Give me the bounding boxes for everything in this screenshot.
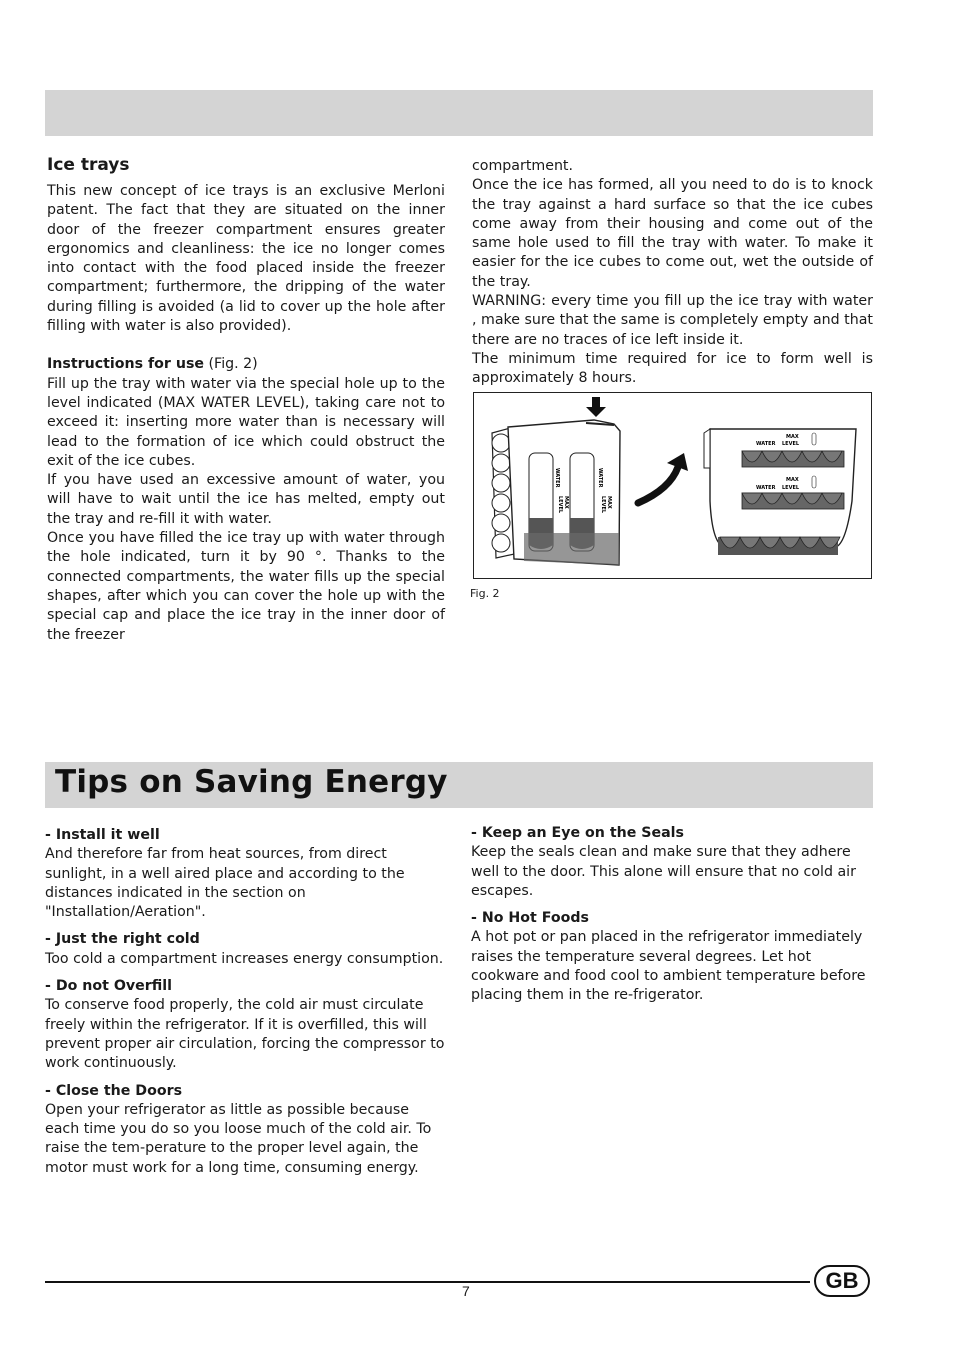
tip-heading: - Do not Overfill (45, 978, 173, 995)
tip-doors (45, 1082, 445, 1178)
header-band (45, 90, 873, 136)
instructions-heading (47, 355, 445, 374)
max-label-bottom: MAX (786, 477, 799, 483)
tip-heading: - Install it well (45, 827, 160, 843)
tip-text: Open your refrigerator as little as possible because each time you do so you loose much of the cold air. To raise the tem-perature to the proper level again, the motor must work for a long time, consuming energy. (45, 1101, 432, 1176)
language-badge: GB (814, 1265, 870, 1297)
level-label-right: LEVEL (600, 496, 606, 514)
tip-text: Too cold a compartment increases energy consumption. (45, 950, 444, 967)
ice-trays-heading: Ice trays (47, 155, 130, 175)
tray-rotated (704, 429, 856, 555)
ice-tray-figure (473, 392, 872, 579)
tips-left-column (45, 826, 445, 1186)
page-number: 7 (462, 1283, 470, 1299)
tray-upright (492, 420, 620, 565)
tip-heading: - Keep an Eye on the Seals (471, 825, 684, 841)
level-label-left: LEVEL (557, 496, 563, 514)
max-label-top: MAX (786, 434, 799, 440)
warning-para: WARNING: every time you fill up the ice tray with water , make sure that the same is completely empty and that there are no traces of ice left inside it. (472, 293, 873, 348)
footer-rule (45, 1281, 810, 1283)
ice-trays-left-column (47, 154, 445, 645)
tip-heading: - Close the Doors (45, 1082, 183, 1099)
ice-tray-illustration (474, 393, 871, 578)
tips-title: Tips on Saving Energy (55, 764, 448, 800)
instructions-fig-ref: (Fig. 2) (204, 356, 258, 373)
level-label-top: LEVEL (782, 441, 800, 447)
max-label-left: MAX (563, 496, 569, 509)
instructions-para-3: Once you have filled the ice tray up with water through the hole indicated, turn it by 90 °. Thanks to the connected compartments, the water fills up the special shapes, after which you can cover the hole up with the special cap and place the ice tray in the inner door of the freezer (47, 530, 445, 643)
tip-cold (45, 930, 445, 969)
instructions-label: Instructions for use (47, 356, 205, 373)
tip-text: A hot pot or pan placed in the refrigerator immediately raises the temperature several degrees. Let hot cookware and food cool to ambient temperature before placing them in the re-frigerator. (471, 929, 866, 1004)
ice-trays-right-column (472, 157, 873, 389)
tip-hot-foods (471, 909, 873, 1005)
water-label-top: WATER (756, 441, 776, 447)
instructions-para-4: compartment. (472, 158, 574, 174)
tip-text: And therefore far from heat sources, from direct sunlight, in a well aired place and according to the distances indicated in the section on "Installation/Aeration". (45, 846, 405, 921)
level-label-bottom: LEVEL (782, 485, 800, 491)
tip-text: Keep the seals clean and make sure that they adhere well to the door. This alone will ensure that no cold air escapes. (471, 844, 856, 899)
water-label-right: WATER (597, 468, 603, 488)
fill-arrow-icon (586, 397, 606, 417)
tip-heading: - Just the right cold (45, 931, 200, 948)
instructions-para-1: Fill up the tray with water via the special hole up to the level indicated (MAX WATER LEVEL), taking care not to exceed it: inserting more water than is necessary will lead to the formation of ice which could obstruct the exit of the ice cubes. (47, 375, 445, 469)
tips-right-column (471, 824, 873, 1014)
ice-trays-intro: This new concept of ice trays is an exclusive Merloni patent. The fact that they are situated on the inner door of the freezer compartment ensures greater ergonomics and cleanliness: the ice no longer comes into contact with the food placed inside the freezer compartment; furthermore, the dripping of the water during filling is avoided (a lid to cover up the hole after filling with water is also provided). (47, 183, 445, 335)
max-label-right: MAX (606, 496, 612, 509)
tip-text: To conserve food properly, the cold air must circulate freely within the refrigerator. If it is overfilled, this will prevent proper air circulation, forcing the compressor to work continuously. (45, 997, 445, 1072)
freeze-time-para: The minimum time required for ice to form well is approximately 8 hours. (472, 350, 873, 387)
tip-seals (471, 824, 873, 901)
tip-heading: - No Hot Foods (471, 910, 589, 927)
instructions-para-2: If you have used an excessive amount of water, you will have to wait until the ice has melted, empty out the tray and re-fill it with water. (47, 472, 445, 527)
water-label-left: WATER (554, 468, 560, 488)
rotate-arrow-icon (638, 453, 688, 503)
tips-band (45, 762, 873, 808)
instructions-para-5: Once the ice has formed, all you need to do is to knock the tray against a hard surface so that the ice cubes come away from their housing and come out of the same hole used to fill the tray with water. To make it easier for the ice cubes to come out, wet the outside of the tray. (472, 177, 873, 290)
figure-caption: Fig. 2 (470, 587, 500, 600)
water-label-bottom: WATER (756, 485, 776, 491)
tip-install (45, 826, 445, 922)
tip-overfill (45, 977, 445, 1073)
